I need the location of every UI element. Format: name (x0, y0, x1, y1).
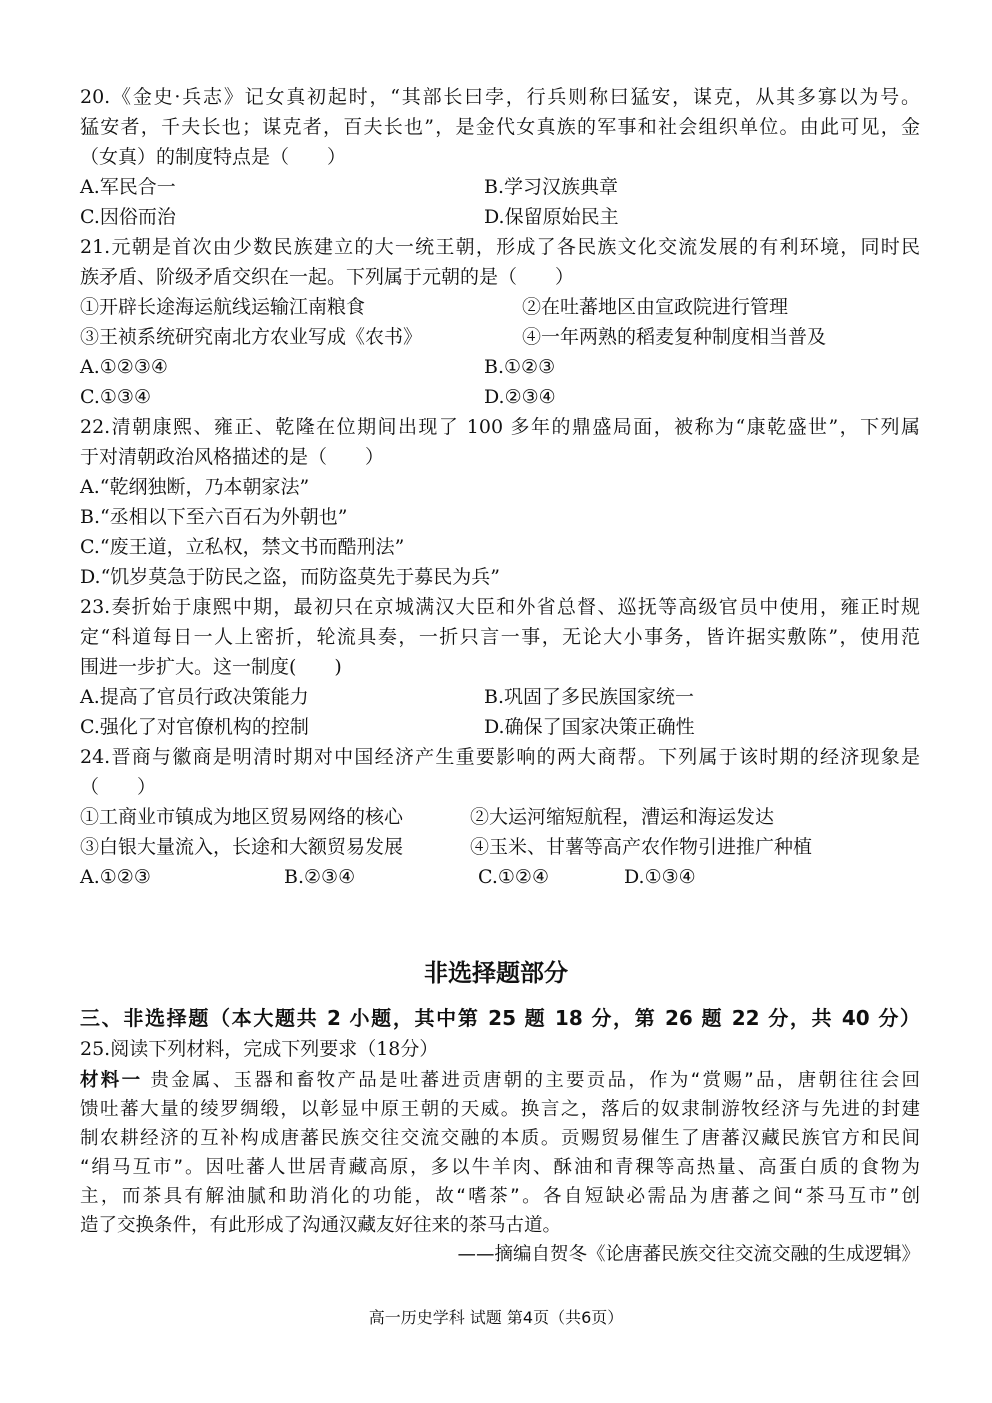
q21-option-d: D.②③④ (484, 386, 556, 408)
q24-stem-line-2: （ ） (80, 776, 157, 798)
q20-option-c: C.因俗而治 (80, 206, 176, 228)
q20-stem-line-3: （女真）的制度特点是（ ） (80, 146, 347, 168)
q20-option-a: A.军民合一 (80, 176, 176, 198)
q23-option-d: D.确保了国家决策正确性 (484, 716, 695, 738)
q23-option-b: B.巩固了多民族国家统一 (484, 686, 695, 708)
q21-item-3: ③王祯系统研究南北方农业写成《农书》 (80, 326, 423, 348)
part-header: 三、非选择题（本大题共 2 小题，其中第 25 题 18 分，第 26 题 22 分，共 40 分） (80, 1006, 920, 1030)
q21-option-b: B.①②③ (484, 356, 556, 378)
q24-item-1: ①工商业市镇成为地区贸易网络的核心 (80, 806, 404, 828)
q24-stem-line-1: 24.晋商与徽商是明清时期对中国经济产生重要影响的两大商帮。下列属于该时期的经济现象是 (80, 746, 920, 768)
q21-option-c: C.①③④ (80, 386, 151, 408)
q25-material-line-6: 造了交换条件，有此形成了沟通汉藏友好往来的茶马古道。 (80, 1215, 562, 1236)
q22-option-c: C.“废王道，立私权，禁文书而酷刑法” (80, 536, 405, 558)
material-text: 贵金属、玉器和畜牧产品是吐蕃进贡唐朝的主要贡品，作为“赏赐”品，唐朝往往会回 (150, 1070, 920, 1091)
q23-option-a: A.提高了官员行政决策能力 (80, 686, 309, 708)
q25-material-line-5: 主，而茶具有解油腻和助消化的功能，故“嗜茶”。各自短缺必需品为唐蕃之间“茶马互市”创 (80, 1186, 920, 1207)
q22-stem-line-2: 于对清朝政治风格描述的是（ ） (80, 446, 385, 468)
q20-option-b: B.学习汉族典章 (484, 176, 619, 198)
q23-stem-line-3: 围进一步扩大。这一制度( ) (80, 656, 342, 678)
q22-option-b: B.“丞相以下至六百石为外朝也” (80, 506, 348, 528)
q24-item-2: ②大运河缩短航程，漕运和海运发达 (470, 806, 775, 828)
q25-title: 25.阅读下列材料，完成下列要求（18分） (80, 1038, 439, 1060)
q22-stem-line-1: 22.清朝康熙、雍正、乾隆在位期间出现了 100 多年的鼎盛局面，被称为“康乾盛世”，下列属 (80, 416, 920, 438)
q25-material-line-1 (80, 1066, 920, 1096)
q24-option-c: C.①②④ (478, 866, 549, 888)
page-footer: 高一历史学科 试题 第4页（共6页） (368, 1308, 624, 1327)
q20-stem-line-2: 猛安者，千夫长也；谋克者，百夫长也”，是金代女真族的军事和社会组织单位。由此可见，金 (80, 116, 920, 138)
material-source: ——摘编自贺冬《论唐蕃民族交往交流交融的生成逻辑》 (457, 1244, 920, 1265)
q21-item-1: ①开辟长途海运航线运输江南粮食 (80, 296, 366, 318)
q24-option-b: B.②③④ (284, 866, 356, 888)
q21-stem-line-2: 族矛盾、阶级矛盾交织在一起。下列属于元朝的是（ ） (80, 266, 575, 288)
q21-item-2: ②在吐蕃地区由宣政院进行管理 (522, 296, 789, 318)
q24-item-3: ③白银大量流入，长途和大额贸易发展 (80, 836, 404, 858)
q23-option-c: C.强化了对官僚机构的控制 (80, 716, 309, 738)
q21-stem-line-1: 21.元朝是首次由少数民族建立的大一统王朝，形成了各民族文化交流发展的有利环境，同时民 (80, 236, 920, 258)
q20-option-d: D.保留原始民主 (484, 206, 619, 228)
material-label: 材料一 (80, 1070, 143, 1091)
q24-option-a: A.①②③ (80, 866, 151, 888)
q24-option-d: D.①③④ (624, 866, 696, 888)
q20-stem-line-1: 20.《金史·兵志》记女真初起时，“其部长曰孛，行兵则称曰猛安，谋克，从其多寡以为号。 (80, 86, 920, 108)
q25-material-line-2: 馈吐蕃大量的绫罗绸缎，以彰显中原王朝的天威。换言之，落后的奴隶制游牧经济与先进的封建 (80, 1099, 920, 1120)
q24-item-4: ④玉米、甘薯等高产农作物引进推广种植 (470, 836, 813, 858)
q25-material-line-3: 制农耕经济的互补构成唐蕃民族交往交流交融的本质。贡赐贸易催生了唐蕃汉藏民族官方和民间 (80, 1128, 920, 1149)
q23-stem-line-1: 23.奏折始于康熙中期，最初只在京城满汉大臣和外省总督、巡抚等高级官员中使用，雍正时规 (80, 596, 920, 618)
section-title: 非选择题部分 (424, 959, 568, 987)
q22-option-d: D.“饥岁莫急于防民之盗，而防盗莫先于募民为兵” (80, 566, 501, 588)
q25-material-line-4: “绢马互市”。因吐蕃人世居青藏高原，多以牛羊肉、酥油和青稞等高热量、高蛋白质的食物为 (80, 1157, 920, 1178)
q21-option-a: A.①②③④ (80, 356, 168, 378)
q22-option-a: A.“乾纲独断，乃本朝家法” (80, 476, 310, 498)
q23-stem-line-2: 定“科道每日一人上密折，轮流具奏，一折只言一事，无论大小事务，皆许据实敷陈”，使用范 (80, 626, 920, 648)
q21-item-4: ④一年两熟的稻麦复种制度相当普及 (522, 326, 827, 348)
